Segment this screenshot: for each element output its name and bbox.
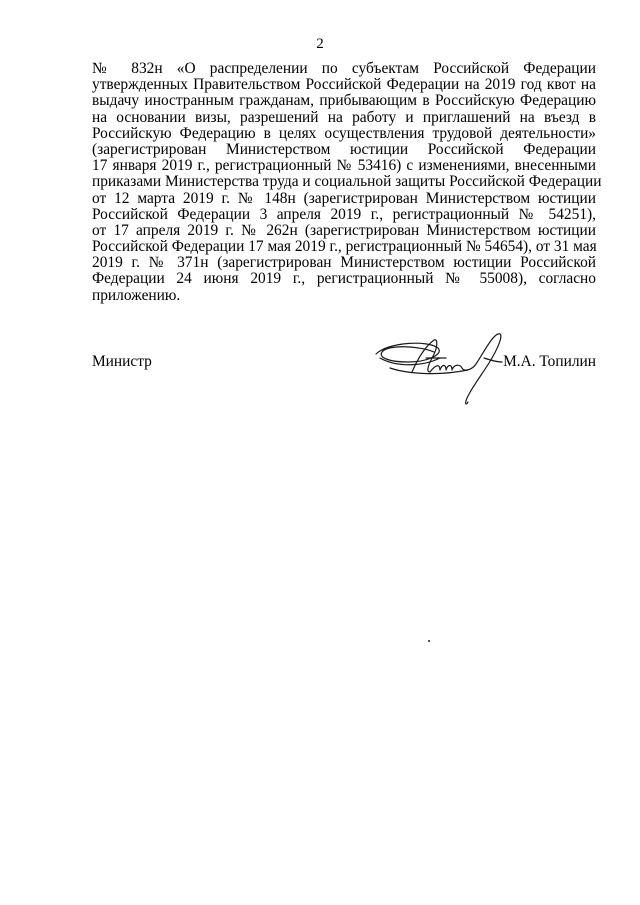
body-line: 17 января 2019 г., регистрационный № 53416) с изменениями, внесенными xyxy=(92,157,596,175)
page-number: 2 xyxy=(316,36,324,52)
body-line: Российской Федерации 3 апреля 2019 г., регистрационный № 54251), xyxy=(92,205,596,223)
body-line: приложению. xyxy=(92,286,181,304)
body-line: Российскую Федерацию в целях осуществления трудовой деятельности» xyxy=(92,124,596,142)
signatory-title: Министр xyxy=(92,353,152,370)
signatory-name: М.А. Топилин xyxy=(503,353,596,370)
body-line: на основании визы, разрешений на работу и приглашений на въезд в xyxy=(92,108,596,126)
body-text xyxy=(92,60,602,304)
body-line: выдачу иностранным гражданам, прибывающим в Российскую Федерацию xyxy=(92,92,596,110)
body-line: Российской Федерации 17 мая 2019 г., регистрационный № 54654), от 31 мая xyxy=(92,238,597,256)
body-line: № 832н «О распределении по субъектам Российской Федерации xyxy=(92,60,596,77)
body-line: от 17 апреля 2019 г. № 262н (зарегистрирован Министерством юстиции xyxy=(92,221,596,239)
body-line: 2019 г. № 371н (зарегистрирован Министерством юстиции Российской xyxy=(92,254,596,272)
body-line: от 12 марта 2019 г. № 148н (зарегистрирован Министерством юстиции xyxy=(92,189,596,207)
body-line: Федерации 24 июня 2019 г., регистрационный № 55008), согласно xyxy=(92,270,596,288)
body-line: приказами Министерства труда и социальной защиты Российской Федерации xyxy=(92,173,602,191)
scan-speck xyxy=(428,640,430,642)
body-line: утвержденных Правительством Российской Федерации на 2019 год квот на xyxy=(92,76,596,94)
body-line: (зарегистрирован Министерством юстиции Российской Федерации xyxy=(92,140,596,158)
